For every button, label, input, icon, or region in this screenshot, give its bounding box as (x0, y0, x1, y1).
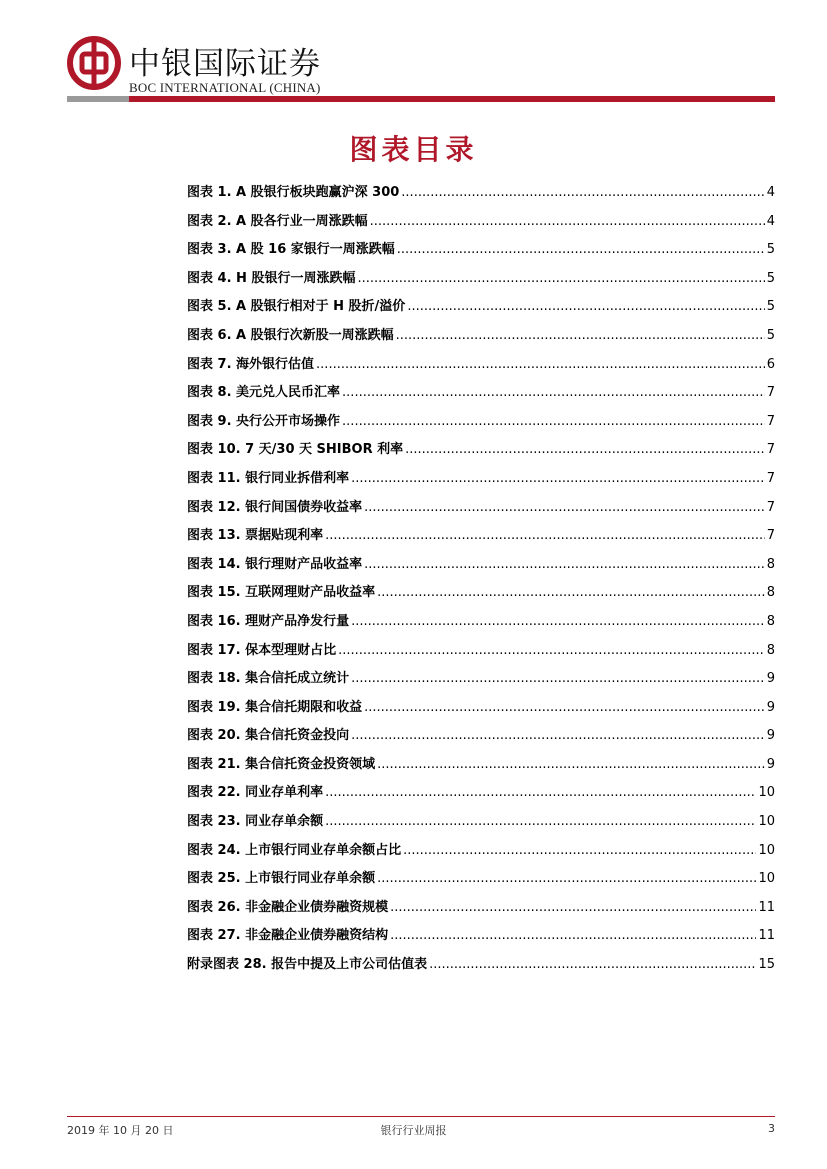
footer-rule (67, 1116, 775, 1117)
toc-leader-dots (407, 293, 764, 322)
toc-entry[interactable] (187, 722, 775, 751)
toc-leader-dots (370, 208, 765, 237)
toc-entry-label: 图表 17. 保本型理财占比 (187, 642, 337, 658)
toc-leader-dots (401, 179, 764, 208)
toc-entry[interactable] (187, 551, 775, 580)
toc-entry[interactable] (187, 951, 775, 980)
toc-leader-dots (377, 865, 756, 894)
toc-leader-dots (405, 436, 765, 465)
toc-entry[interactable] (187, 408, 775, 437)
toc-entry[interactable] (187, 293, 775, 322)
toc-entry-label: 图表 13. 票据贴现利率 (187, 528, 324, 544)
toc-entry-page: 11 (758, 899, 775, 915)
toc-entry-label: 图表 18. 集合信托成立统计 (187, 671, 350, 687)
toc-entry-page: 4 (766, 213, 775, 229)
brand-name-cn: 中银国际证券 (129, 46, 321, 82)
toc-entry[interactable] (187, 322, 775, 351)
toc-leader-dots (364, 694, 765, 723)
toc-leader-dots (325, 808, 756, 837)
toc-leader-dots (357, 265, 764, 294)
toc-entry-label: 图表 26. 非金融企业债券融资规模 (187, 899, 389, 915)
toc-entry-label: 图表 1. A 股银行板块跑赢沪深 300 (187, 185, 400, 200)
toc-entry[interactable] (187, 494, 775, 523)
toc-entry-page: 10 (758, 814, 775, 830)
toc-entry-page: 15 (758, 957, 775, 973)
toc-entry-page: 9 (766, 728, 775, 744)
toc-entry[interactable] (187, 465, 775, 494)
toc-leader-dots (429, 951, 756, 980)
toc-entry-label: 图表 5. A 股银行相对于 H 股折/溢价 (187, 299, 406, 315)
toc-entry[interactable] (187, 637, 775, 666)
toc-entry-page: 11 (758, 928, 775, 944)
toc-entry-page: 8 (766, 613, 775, 629)
toc-entry[interactable] (187, 579, 775, 608)
toc-entry-page: 7 (766, 528, 775, 544)
toc-entry[interactable] (187, 665, 775, 694)
toc-entry-label: 图表 24. 上市银行同业存单余额占比 (187, 842, 402, 858)
toc-leader-dots (364, 551, 765, 580)
toc-entry-page: 5 (766, 327, 775, 343)
table-of-figures (187, 179, 775, 980)
toc-leader-dots (342, 379, 765, 408)
footer-report-title: 银行行业周报 (380, 1124, 447, 1137)
toc-entry-label: 图表 25. 上市银行同业存单余额 (187, 871, 376, 887)
toc-entry[interactable] (187, 236, 775, 265)
toc-leader-dots (403, 837, 756, 866)
toc-entry-page: 7 (766, 413, 775, 429)
toc-leader-dots (342, 408, 765, 437)
toc-entry[interactable] (187, 351, 775, 380)
toc-entry[interactable] (187, 779, 775, 808)
toc-entry-label: 图表 19. 集合信托期限和收益 (187, 699, 363, 715)
toc-leader-dots (351, 465, 765, 494)
toc-entry-page: 4 (766, 185, 775, 200)
toc-entry-label: 图表 12. 银行间国债券收益率 (187, 499, 363, 515)
toc-entry[interactable] (187, 894, 775, 923)
toc-entry-label: 图表 10. 7 天/30 天 SHIBOR 利率 (187, 442, 404, 458)
toc-leader-dots (377, 579, 765, 608)
toc-leader-dots (351, 665, 765, 694)
toc-entry-page: 8 (766, 642, 775, 658)
toc-entry-page: 10 (758, 871, 775, 887)
toc-leader-dots (338, 637, 765, 666)
toc-entry-page: 10 (758, 842, 775, 858)
toc-leader-dots (390, 922, 756, 951)
toc-entry-page: 7 (766, 470, 775, 486)
toc-entry-page: 9 (766, 671, 775, 687)
toc-leader-dots (377, 751, 765, 780)
toc-entry[interactable] (187, 265, 775, 294)
header-rule-red (129, 96, 775, 102)
toc-leader-dots (364, 494, 765, 523)
toc-entry-page: 5 (766, 299, 775, 315)
toc-entry[interactable] (187, 837, 775, 866)
toc-leader-dots (325, 522, 765, 551)
toc-entry-page: 7 (766, 442, 775, 458)
toc-entry-page: 9 (766, 699, 775, 715)
toc-entry[interactable] (187, 865, 775, 894)
toc-entry-page: 8 (766, 585, 775, 601)
toc-entry-label: 附录图表 28. 报告中提及上市公司估值表 (187, 957, 428, 973)
toc-entry[interactable] (187, 808, 775, 837)
toc-leader-dots (390, 894, 756, 923)
toc-entry-page: 10 (758, 785, 775, 801)
toc-entry-page: 5 (766, 270, 775, 286)
toc-entry-label: 图表 4. H 股银行一周涨跌幅 (187, 270, 356, 286)
toc-entry[interactable] (187, 751, 775, 780)
toc-entry-page: 7 (766, 385, 775, 401)
boc-logo-icon (67, 36, 121, 90)
toc-leader-dots (397, 236, 765, 265)
toc-entry-label: 图表 8. 美元兑人民币汇率 (187, 385, 341, 401)
toc-entry[interactable] (187, 436, 775, 465)
toc-entry[interactable] (187, 208, 775, 237)
toc-entry-page: 8 (766, 556, 775, 572)
toc-entry[interactable] (187, 522, 775, 551)
toc-entry[interactable] (187, 694, 775, 723)
footer-page-number: 3 (768, 1122, 775, 1135)
toc-entry-label: 图表 3. A 股 16 家银行一周涨跌幅 (187, 242, 395, 258)
toc-entry-page: 9 (766, 756, 775, 772)
toc-entry-page: 5 (766, 242, 775, 258)
toc-entry-label: 图表 14. 银行理财产品收益率 (187, 556, 363, 572)
toc-entry-label: 图表 9. 央行公开市场操作 (187, 413, 341, 429)
toc-leader-dots (351, 608, 765, 637)
page-header (67, 36, 775, 102)
toc-leader-dots (316, 351, 765, 380)
toc-leader-dots (351, 722, 765, 751)
toc-leader-dots (325, 779, 756, 808)
toc-entry[interactable] (187, 922, 775, 951)
toc-entry-label: 图表 22. 同业存单利率 (187, 785, 324, 801)
toc-entry-label: 图表 20. 集合信托资金投向 (187, 728, 350, 744)
toc-title: 图表目录 (349, 133, 478, 166)
toc-entry-page: 7 (766, 499, 775, 515)
brand-name-en: BOC INTERNATIONAL (CHINA) (129, 80, 321, 95)
toc-entry-label: 图表 15. 互联网理财产品收益率 (187, 585, 376, 601)
toc-entry-label: 图表 21. 集合信托资金投资领域 (187, 756, 376, 772)
toc-entry-label: 图表 6. A 股银行次新股一周涨跌幅 (187, 327, 394, 343)
footer-date: 2019 年 10 月 20 日 (67, 1124, 174, 1137)
toc-entry-label: 图表 23. 同业存单余额 (187, 814, 324, 830)
toc-entry-label: 图表 16. 理财产品净发行量 (187, 613, 350, 629)
toc-entry-label: 图表 27. 非金融企业债券融资结构 (187, 928, 389, 944)
toc-entry-label: 图表 2. A 股各行业一周涨跌幅 (187, 213, 368, 229)
toc-leader-dots (396, 322, 765, 351)
toc-entry-label: 图表 11. 银行同业拆借利率 (187, 470, 350, 486)
toc-entry-page: 6 (766, 356, 775, 372)
toc-entry[interactable] (187, 379, 775, 408)
header-rule-gray (67, 96, 129, 102)
toc-entry-label: 图表 7. 海外银行估值 (187, 356, 315, 372)
toc-entry[interactable] (187, 179, 775, 208)
toc-entry[interactable] (187, 608, 775, 637)
